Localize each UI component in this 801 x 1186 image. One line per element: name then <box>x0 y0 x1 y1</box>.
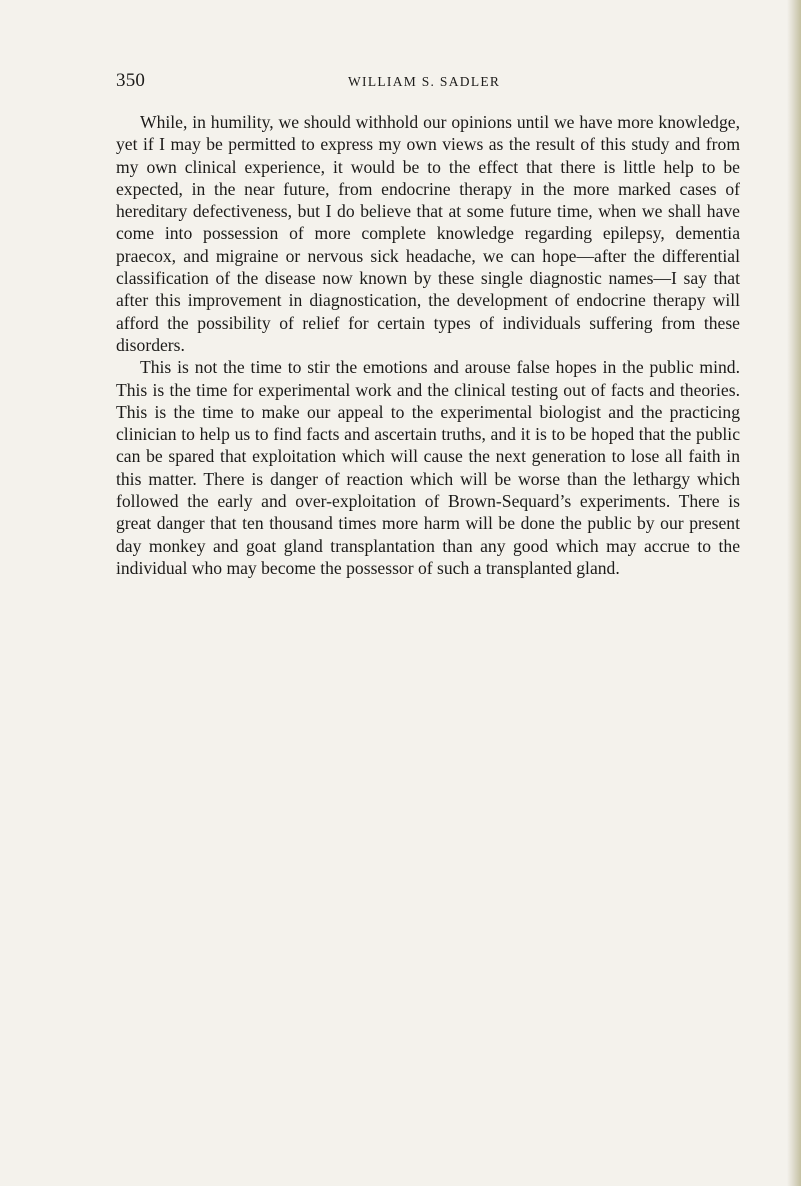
paragraph: This is not the time to stir the emotions and arouse false hopes in the public mind. This is the time for experimental work and the clinical testing out of facts and theories. This is the time to make our appeal to the experimental biologist and the practicing clinician to help us to find facts and ascertain truths, and it is to be hoped that the public can be spared that exploitation which will cause the next generation to lose all faith in this matter. There is danger of reaction which will be worse than the lethargy which followed the early and over-exploitation of Brown-Sequard’s experiments. There is great danger that ten thousand times more harm will be done the public by our present day monkey and goat gland transplantation than any good which may accrue to the individual who may become the possessor of such a transplanted gland. <box>116 357 740 578</box>
article-body <box>116 111 740 579</box>
running-head: WILLIAM S. SADLER <box>348 74 501 89</box>
page-edge-shadow <box>787 0 801 1186</box>
paragraph: While, in humility, we should withhold our opinions until we have more knowledge, yet if I may be permitted to express my own views as the result of this study and from my own clinical experience, it would be to the effect that there is little help to be expected, in the near future, from endocrine therapy in the more marked cases of hereditary defectiveness, but I do believe that at some future time, when we shall have come into possession of more complete knowledge regarding epilepsy, dementia praecox, and migraine or nervous sick headache, we can hope—after the differential classification of the disease now known by these single diagnostic names—I say that after this improvement in diagnostication, the development of endocrine therapy will afford the possibility of relief for certain types of individuals suffering from these disorders. <box>116 112 740 355</box>
page-header <box>116 70 681 94</box>
page-number: 350 <box>116 70 146 91</box>
